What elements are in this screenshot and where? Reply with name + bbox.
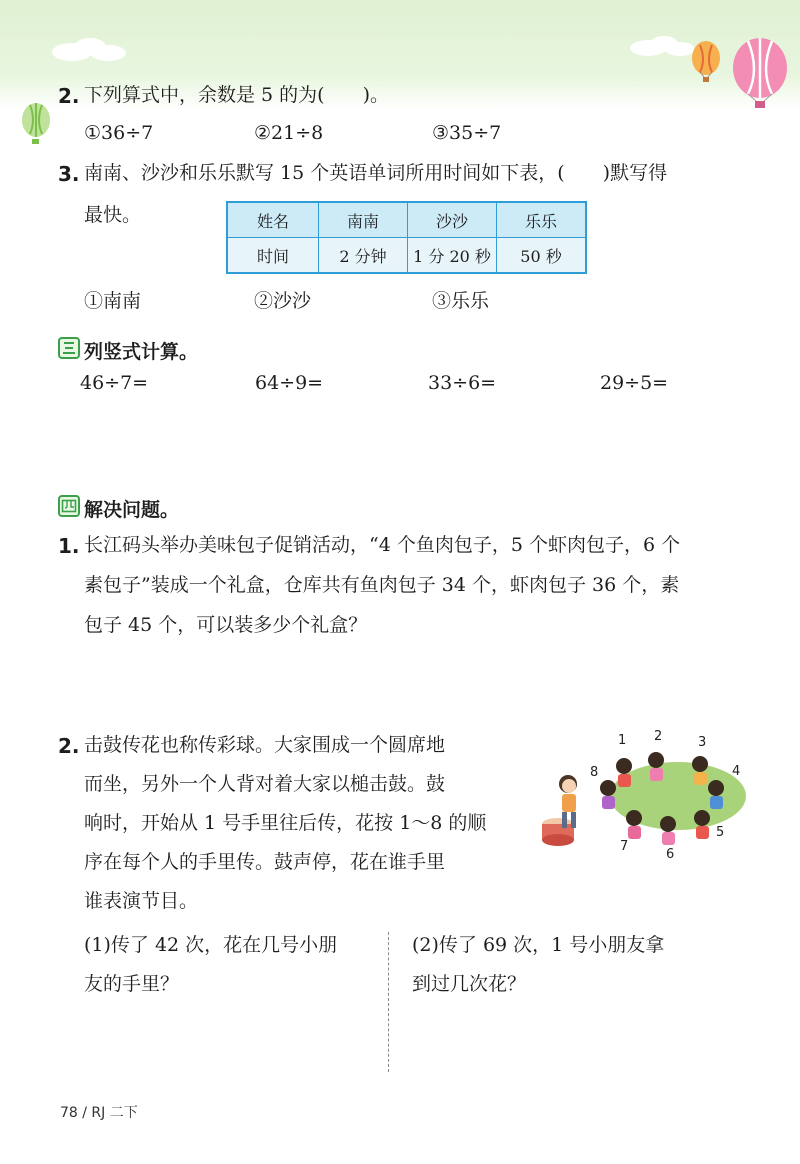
seat-number: 5 [716,825,725,840]
seat-number: 1 [618,733,627,748]
time-table [226,201,587,274]
table-header-row [227,202,586,238]
seat-number: 7 [620,839,629,854]
option-3[interactable]: ③乐乐 [432,290,490,312]
question-text: 南南、沙沙和乐乐默写 15 个英语单词所用时间如下表，( )默写得 [84,162,668,184]
seat-number: 4 [732,764,741,779]
sub-question-text: (2)传了 69 次，1 号小朋友拿 [412,934,665,956]
sub-question-text: 到过几次花？ [412,973,527,995]
table-cell: 1 分 20 秒 [408,238,497,274]
section-badge [58,337,80,359]
table-cell: 2 分钟 [319,238,408,274]
calc-item: 33÷6= [428,372,497,394]
option-1[interactable]: ①36÷7 [84,122,154,144]
balloon-icon [22,103,50,144]
problem-text: 长江码头举办美味包子促销活动，“4 个鱼肉包子，5 个虾肉包子，6 个 [84,534,681,556]
column-divider [388,932,389,1072]
drum-icon [542,818,574,846]
children-circle-illustration [540,726,750,866]
table-cell: 时间 [227,238,319,274]
section-title: 解决问题。 [84,499,180,521]
question-number: 2. [58,84,80,108]
table-cell: 姓名 [227,202,319,238]
section-four-icon [60,497,78,515]
question-number: 3. [58,162,80,186]
table-cell: 南南 [319,202,408,238]
calc-item: 29÷5= [600,372,669,394]
table-cell: 沙沙 [408,202,497,238]
question-text: 下列算式中，余数是 5 的为( )。 [84,84,389,106]
sub-question-text: 友的手里？ [84,973,180,995]
table-cell: 50 秒 [497,238,587,274]
balloon-icon [692,41,720,82]
seat-number: 8 [590,765,599,780]
option-2[interactable]: ②沙沙 [254,290,312,312]
seat-number: 3 [698,735,707,750]
sub-question-text: (1)传了 42 次，花在几号小朋 [84,934,338,956]
problem-text: 序在每个人的手里传。鼓声停，花在谁手里 [84,851,446,873]
balloon-icon [733,38,787,108]
question-number: 1. [58,534,80,558]
option-3[interactable]: ③35÷7 [432,122,502,144]
option-2[interactable]: ②21÷8 [254,122,324,144]
table-row [227,238,586,274]
question-text: 最快。 [84,204,142,226]
calc-item: 64÷9= [255,372,324,394]
seat-number: 6 [666,847,675,862]
section-three-icon [60,339,78,357]
page-footer: 78 / RJ 二下 [60,1105,138,1121]
problem-text: 素包子”装成一个礼盒，仓库共有鱼肉包子 34 个，虾肉包子 36 个，素 [84,574,680,596]
problem-text: 包子 45 个，可以装多少个礼盒？ [84,614,368,636]
cloud-icon [52,36,695,61]
section-badge [58,495,80,517]
calc-item: 46÷7= [80,372,149,394]
table-cell: 乐乐 [497,202,587,238]
seat-number: 2 [654,729,663,744]
problem-text: 响时，开始从 1 号手里往后传，花按 1～8 的顺 [84,812,487,834]
problem-text: 击鼓传花也称传彩球。大家围成一个圆席地 [84,734,446,756]
section-title: 列竖式计算。 [84,341,199,363]
problem-text: 谁表演节目。 [84,890,199,912]
option-1[interactable]: ①南南 [84,290,142,312]
question-number: 2. [58,734,80,758]
problem-text: 而坐，另外一个人背对着大家以槌击鼓。鼓 [84,773,446,795]
